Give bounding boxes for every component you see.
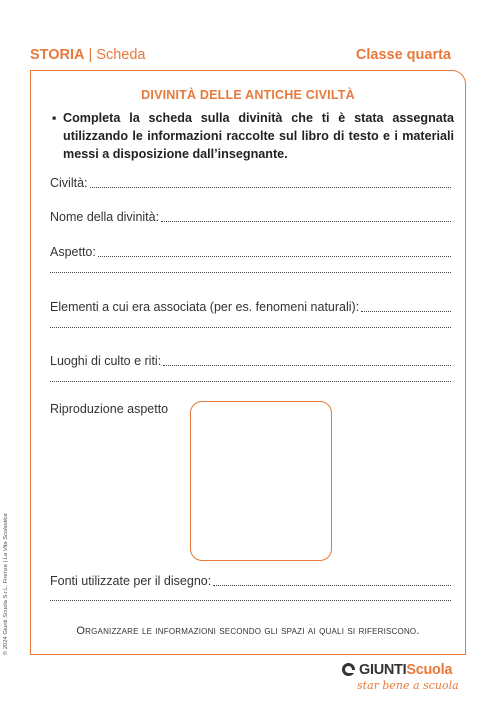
header-separator: | [88,47,93,63]
giunti-g-icon [342,663,355,676]
field-fonti[interactable] [50,572,451,588]
instruction-text: Completa la scheda sulla divinità che ti è stata assegnata utilizzando le informazioni raccolte sul libro di testo e i materiali messi a disposizione dall’insegnante. [63,111,454,161]
field-fonti-label: Fonti utilizzate per il disegno: [50,574,212,588]
header-grade: Classe quarta [355,47,451,63]
header-subject-section [30,47,146,63]
field-nome-divinita[interactable] [50,208,451,224]
field-aspetto-extra-line[interactable] [50,271,451,273]
footnote: Organizzare le informazioni secondo gli spazi ai quali si riferiscono. [76,625,420,637]
drawing-box[interactable] [190,401,332,561]
field-fonti-dotted-line[interactable] [213,574,451,586]
field-fonti-extra-line[interactable] [50,599,451,601]
header-subject: STORIA [30,47,85,63]
copyright-sidebar [3,513,9,655]
field-nome-dotted-line[interactable] [161,210,451,222]
logo-brand-accent: Scuola [406,662,453,678]
field-elementi-dotted-line[interactable] [361,300,451,312]
copyright-text: © 2024 Giunti Scuola S.r.L. Firenze | [3,559,9,655]
frame-left-edge [30,70,31,655]
field-civilta-dotted-line[interactable] [90,176,451,188]
field-aspetto-label: Aspetto: [50,245,96,259]
field-luoghi-dotted-line[interactable] [163,354,451,366]
publication-name: La Vita Scolastica [3,513,9,560]
field-luoghi-extra-line[interactable] [50,380,451,382]
header-section: Scheda [96,47,146,63]
field-elementi[interactable] [50,298,451,314]
bullet-icon: ▪ [52,111,57,125]
field-elementi-extra-line[interactable] [50,326,451,328]
field-nome-label: Nome della divinità: [50,210,160,224]
field-aspetto[interactable] [50,243,451,259]
instruction [52,109,454,163]
field-luoghi[interactable] [50,352,451,368]
field-civilta-label: Civiltà: [50,176,88,190]
logo-brand-main: GIUNTI [359,662,407,678]
drawing-label: Riproduzione aspetto [50,402,169,416]
frame-bottom-edge [30,654,466,655]
logo-tagline: star bene a scuola [357,679,459,692]
field-luoghi-label: Luoghi di culto e riti: [50,354,162,368]
logo-brand [359,662,452,678]
field-aspetto-dotted-line[interactable] [98,245,451,257]
publisher-logo [339,661,459,693]
worksheet-title: DIVINITÀ DELLE ANTICHE CIVILTÀ [141,88,355,102]
field-elementi-label: Elementi a cui era associata (per es. fenomeni naturali): [50,300,360,314]
field-civilta[interactable] [50,174,451,190]
